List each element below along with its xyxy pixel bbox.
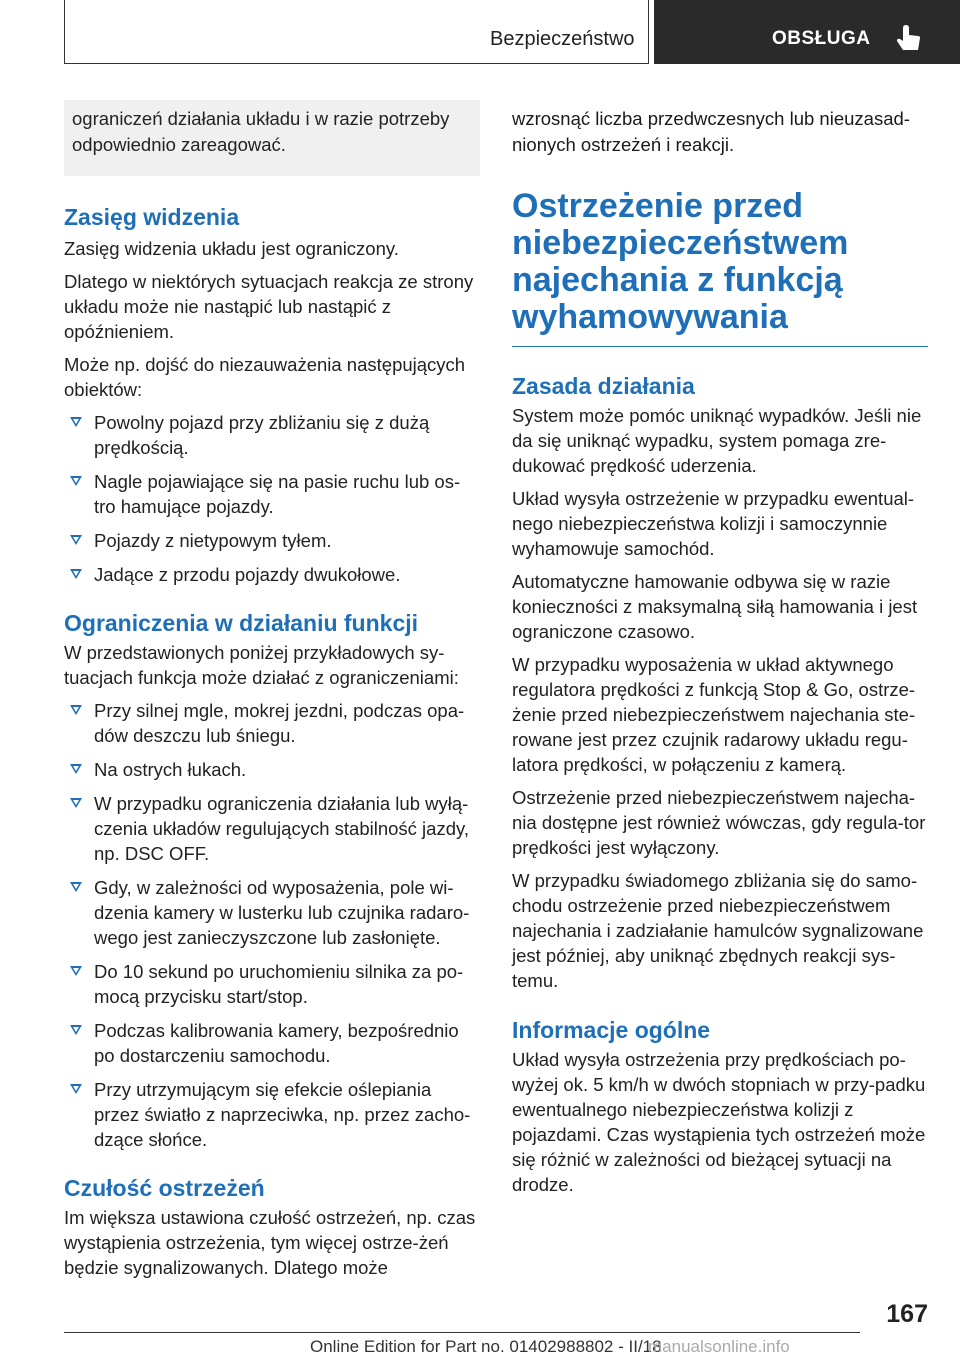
triangle-bullet-icon <box>70 966 82 976</box>
paragraph: Układ wysyła ostrzeżenia przy prędkościach po-wyżej ok. 5 km/h w dwóch stopniach w przy-padku ewentualnego niebezpieczeństwa kolizji z pojazdami. Czas wystąpienia tych ostrzeżeń może się różnić w zależności od bieżącej sytuacji na drodze. <box>512 1049 926 1195</box>
section-title-czulosc: Czułość ostrzeżeń <box>64 1175 265 1201</box>
section-title-ograniczenia: Ograniczenia w działaniu funkcji <box>64 610 419 636</box>
triangle-bullet-icon <box>70 476 82 486</box>
footer-edition: Online Edition for Part no. 01402988802 - II/18 <box>310 1337 662 1356</box>
header-tab[interactable] <box>654 0 960 64</box>
section-title-informacje: Informacje ogólne <box>512 1017 711 1043</box>
right-column <box>512 100 928 1205</box>
hand-pointer-icon <box>894 24 924 54</box>
triangle-bullet-icon <box>70 882 82 892</box>
triangle-bullet-icon <box>70 535 82 545</box>
paragraph: Ostrzeżenie przed niebezpieczeństwem najecha-nia dostępne jest również wówczas, gdy regula-tor prędkości jest wyłączony. <box>512 787 926 858</box>
header-tab-label: OBSŁUGA <box>772 28 871 49</box>
paragraph: Może np. dojść do niezauważenia następujących obiektów: <box>64 354 466 400</box>
triangle-bullet-icon <box>70 1025 82 1035</box>
paragraph: Im większa ustawiona czułość ostrzeżeń, np. czas wystąpienia ostrzeżenia, tym więcej ostrze-żeń będzie sygnalizowanych. Dlatego może <box>64 1207 476 1278</box>
bullet-list-ograniczenia <box>64 698 480 1152</box>
triangle-bullet-icon <box>70 764 82 774</box>
list-item: Powolny pojazd przy zbliżaniu się z dużą prędkością. <box>64 410 480 460</box>
section-title-zasada: Zasada działania <box>512 373 695 399</box>
paragraph: W przypadku świadomego zbliżania się do samo-chodu ostrzeżenie przed niebezpieczeństwem najechania i zadziałanie hamulców sygnalizowane jest później, aby uniknąć zbędnych reakcji sys-temu. <box>512 870 924 991</box>
footer-watermark: manualsonline.info <box>648 1337 790 1356</box>
triangle-bullet-icon <box>70 705 82 715</box>
page-number: 167 <box>886 1300 928 1328</box>
paragraph: System może pomóc uniknąć wypadków. Jeśli nie da się uniknąć wypadku, system pomaga zre-dukować prędkość uderzenia. <box>512 405 922 476</box>
paragraph: W przedstawionych poniżej przykładowych sy-tuacjach funkcja może działać z ograniczeniami: <box>64 642 459 688</box>
list-item: Przy silnej mgle, mokrej jezdni, podczas opa-dów deszczu lub śniegu. <box>64 698 480 748</box>
list-item: Przy utrzymującym się efekcie oślepiania przez światło z naprzeciwka, np. przez zacho-dzące słońce. <box>64 1077 480 1152</box>
left-column <box>64 100 480 1288</box>
paragraph: Automatyczne hamowanie odbywa się w razie konieczności z maksymalną siłą hamowania i jest ograniczone czasowo. <box>512 571 918 642</box>
main-heading: Ostrzeżenie przed niebezpieczeństwem najechania z funkcją wyhamowywania <box>512 188 928 347</box>
footer-rule <box>64 1332 860 1333</box>
triangle-bullet-icon <box>70 417 82 427</box>
list-item: Do 10 sekund po uruchomieniu silnika za po-mocą przycisku start/stop. <box>64 959 480 1009</box>
paragraph: W przypadku wyposażenia w układ aktywnego regulatora prędkości z funkcją Stop & Go, ostrze-żenie przed niebezpieczeństwem najechania ste-rowane jest przez czujnik radarowy układu regu-latora prędkości, w połączeniu z kamerą. <box>512 654 916 775</box>
section-title-zasieg: Zasięg widzenia <box>64 204 240 230</box>
list-item: W przypadku ograniczenia działania lub wyłą-czenia układów regulujących stabilność jazdy, np. DSC OFF. <box>64 791 480 866</box>
paragraph: Zasięg widzenia układu jest ograniczony. <box>64 238 399 259</box>
paragraph: Układ wysyła ostrzeżenie w przypadku ewentual-nego niebezpieczeństwa kolizji i samoczynnie wyhamowuje samochód. <box>512 488 915 559</box>
list-item: Podczas kalibrowania kamery, bezpośrednio po dostarczeniu samochodu. <box>64 1018 480 1068</box>
triangle-bullet-icon <box>70 1084 82 1094</box>
list-item: Jadące z przodu pojazdy dwukołowe. <box>64 562 480 587</box>
continued-text: wzrosnąć liczba przedwczesnych lub nieuzasad-nionych ostrzeżeń i reakcji. <box>512 108 910 155</box>
header-rule-mid <box>648 0 649 64</box>
bullet-list-zasieg <box>64 410 480 587</box>
note-text: ograniczeń działania układu i w razie potrzeby odpowiednio zareagować. <box>72 108 450 155</box>
list-item: Pojazdy z nietypowym tyłem. <box>64 528 480 553</box>
list-item: Gdy, w zależności od wyposażenia, pole wi-dzenia kamery w lusterku lub czujnika radaro-wego jest zanieczyszczone lub zasłonięte. <box>64 875 480 950</box>
header-section-title: Bezpieczeństwo <box>490 28 635 50</box>
triangle-bullet-icon <box>70 569 82 579</box>
list-item: Na ostrych łukach. <box>64 757 480 782</box>
paragraph: Dlatego w niektórych sytuacjach reakcja ze strony układu może nie nastąpić lub nastąpić z opóźnieniem. <box>64 271 474 342</box>
header-rule-bottom <box>64 63 648 64</box>
note-box <box>64 100 480 176</box>
list-item: Nagle pojawiające się na pasie ruchu lub os-tro hamujące pojazdy. <box>64 469 480 519</box>
header-rule-left <box>64 0 65 64</box>
triangle-bullet-icon <box>70 798 82 808</box>
